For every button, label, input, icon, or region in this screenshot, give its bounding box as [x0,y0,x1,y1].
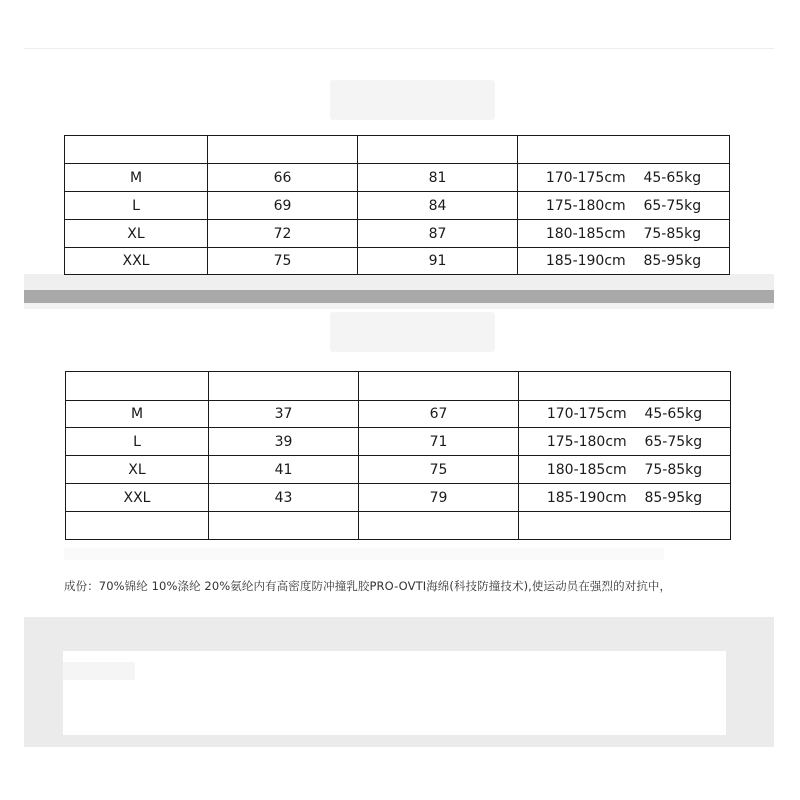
top-title-placeholder [330,80,495,120]
size-cell [66,512,209,540]
header-cell [208,136,358,164]
header-cell [519,372,731,401]
header-cell [66,372,209,401]
size-cell: L [65,192,208,220]
header-cell [65,136,208,164]
fit-cell: 185-190cm 85-95kg [518,248,730,275]
header-cell [359,372,519,401]
faint-strip [64,548,664,560]
value-cell: 75 [359,456,519,484]
value-cell [359,512,519,540]
table-row [66,456,731,484]
table-row [65,220,730,248]
value-cell: 67 [359,401,519,428]
value-cell: 39 [209,428,359,456]
bottom-title-placeholder [330,312,495,352]
fit-cell: 170-175cm 45-65kg [518,164,730,192]
table-row [66,401,731,428]
fit-cell: 185-190cm 85-95kg [519,484,731,512]
value-cell: 84 [358,192,518,220]
table-row [65,164,730,192]
value-cell: 75 [208,248,358,275]
value-cell: 37 [209,401,359,428]
value-cell: 43 [209,484,359,512]
size-cell: XXL [66,484,209,512]
value-cell: 69 [208,192,358,220]
table-row [65,248,730,275]
header-cell [358,136,518,164]
value-cell: 71 [359,428,519,456]
fit-cell: 175-180cm 65-75kg [518,192,730,220]
value-cell: 81 [358,164,518,192]
header-cell [518,136,730,164]
fit-cell: 180-185cm 75-85kg [518,220,730,248]
size-cell: XL [66,456,209,484]
value-cell: 72 [208,220,358,248]
table-header-row [66,372,731,401]
composition-note: 成份：70%锦纶 10%涤纶 20%氨纶内有高密度防冲撞乳胶PRO-OVTI海绵(科技防撞技术),使运动员在强烈的对抗中， [64,579,672,593]
size-cell: XL [65,220,208,248]
size-table-bottom [65,371,731,540]
fit-cell: 180-185cm 75-85kg [519,456,731,484]
size-cell: M [65,164,208,192]
value-cell: 41 [209,456,359,484]
size-cell: L [66,428,209,456]
size-cell: M [66,401,209,428]
table-row [65,192,730,220]
size-table-top [64,135,730,275]
footer-white-inset [63,651,726,735]
table-row [66,484,731,512]
value-cell: 87 [358,220,518,248]
fit-cell: 170-175cm 45-65kg [519,401,731,428]
table-header-row [65,136,730,164]
divider-band [24,290,774,303]
value-cell: 66 [208,164,358,192]
value-cell: 91 [358,248,518,275]
value-cell [209,512,359,540]
table-row [66,428,731,456]
header-cell [209,372,359,401]
value-cell: 79 [359,484,519,512]
table-row-empty [66,512,731,540]
size-cell: XXL [65,248,208,275]
fit-cell: 175-180cm 65-75kg [519,428,731,456]
light-band [24,274,774,290]
fit-cell [519,512,731,540]
footer-small-mark [63,662,135,680]
